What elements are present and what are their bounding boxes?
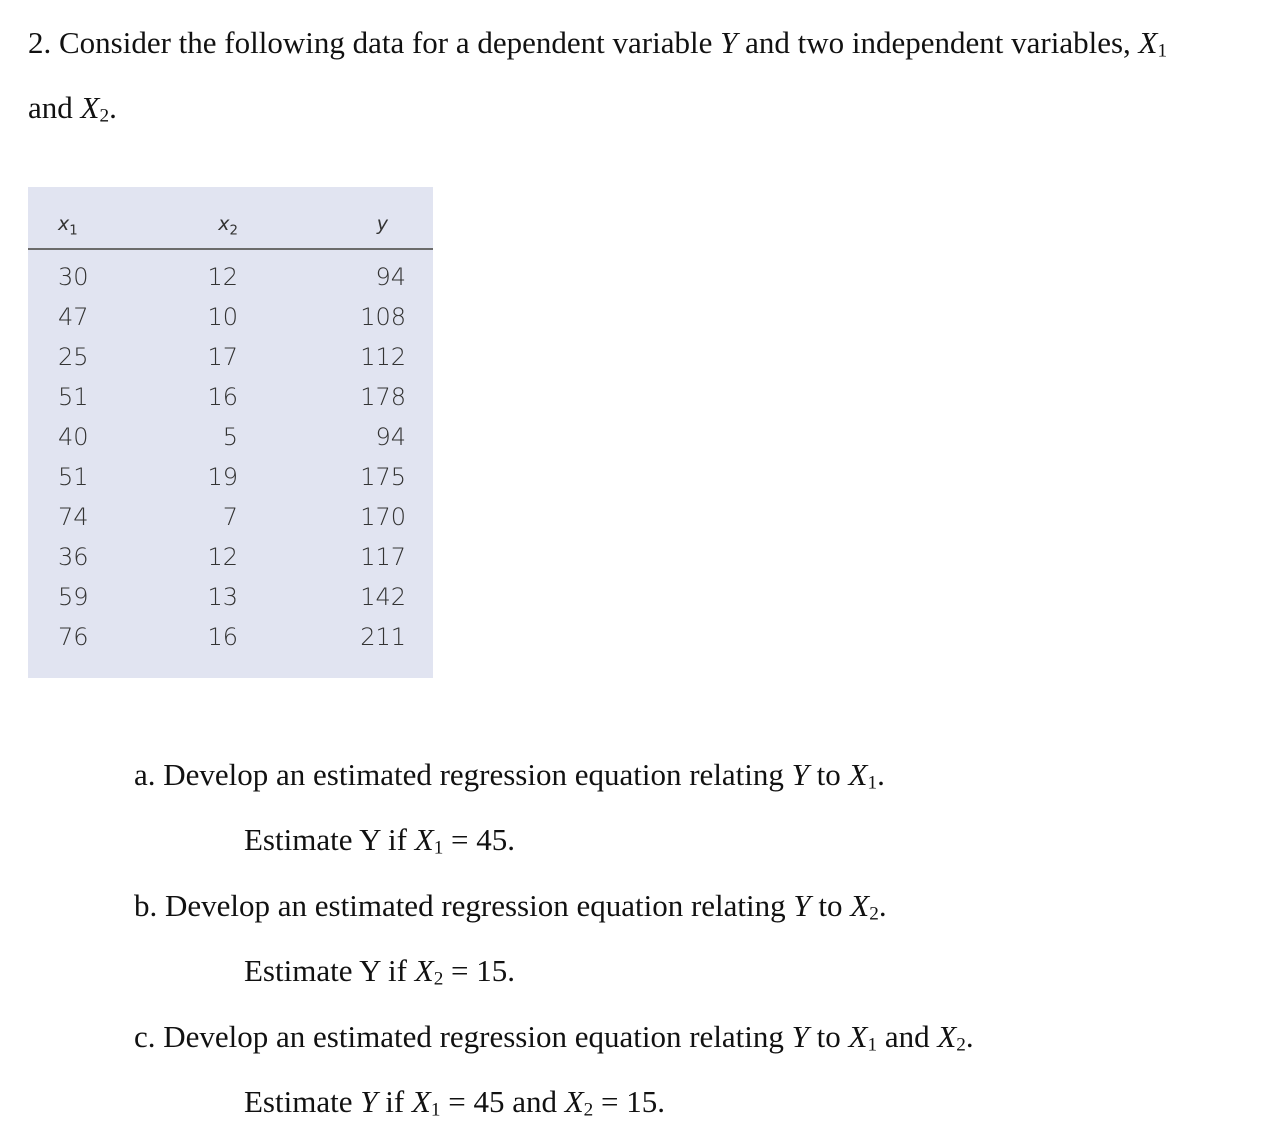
table-row: 59 13 142	[58, 583, 406, 611]
table-row: 30 12 94	[58, 263, 406, 291]
table-row: 47 10 108	[58, 303, 406, 331]
header-divider	[28, 248, 433, 250]
header-x1: $x_1$	[58, 213, 78, 239]
question-c: c. Develop an estimated regression equation relating Y to X1 and X2.	[134, 1018, 974, 1056]
question-list	[134, 746, 974, 1139]
table-row: 51 16 178	[58, 383, 406, 411]
question-a-estimate: Estimate Y if X1 = 45.	[244, 822, 516, 859]
table-row: 40 5 94	[58, 423, 406, 451]
table-header	[28, 213, 433, 249]
table-row: 74 7 170	[58, 503, 406, 531]
question-c-estimate: Estimate Y if X1 = 45 and X2 = 15.	[244, 1084, 665, 1121]
question-a: a. Develop an estimated regression equation relating Y to X1.	[134, 757, 885, 794]
question-b: b. Develop an estimated regression equation relating Y to X2.	[134, 887, 887, 925]
table-row: 25 17 112	[58, 343, 406, 371]
problem-statement: 2. Consider the following data for a dependent variable Y and two independent variables, X1 and X2.	[28, 25, 1168, 127]
question-b-estimate: Estimate Y if X2 = 15.	[244, 953, 516, 990]
data-table	[28, 187, 433, 678]
problem-number: 2.	[28, 25, 52, 60]
table-row: 51 19 175	[58, 463, 406, 491]
table-row: 76 16 211	[58, 623, 406, 651]
header-x2: $x_2$	[218, 213, 238, 239]
table-row: 36 12 117	[58, 543, 406, 571]
header-y: y	[376, 213, 388, 235]
